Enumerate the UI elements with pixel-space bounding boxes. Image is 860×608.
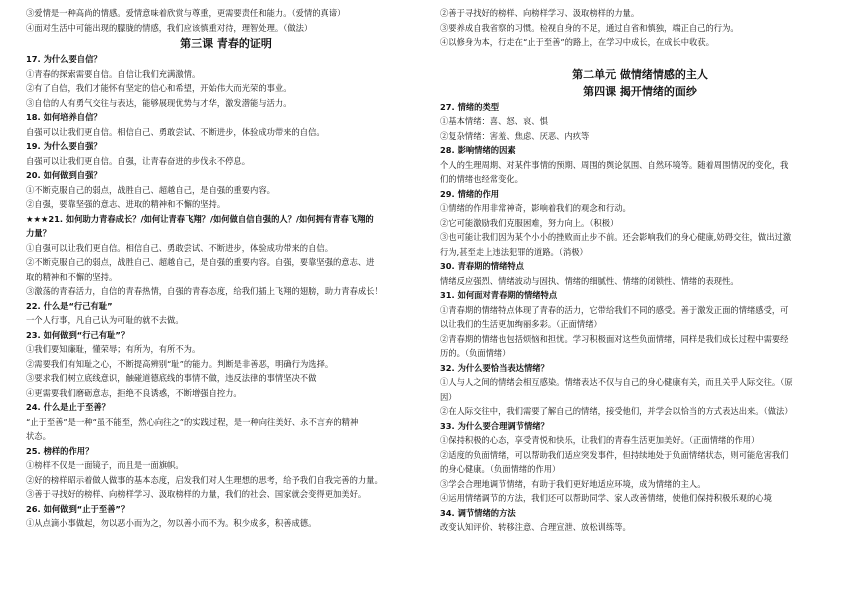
question-heading: 17. 为什么要自信？ bbox=[26, 54, 102, 64]
text-line: ③要养成自我省察的习惯。检视自身的不足，通过自省和慎独，端正自己的行为。 bbox=[440, 22, 739, 33]
text-line: ③要求我们树立底线意识，触碰道德底线的事情不做，违反法律的事情坚决不做 bbox=[26, 373, 317, 383]
question-heading: 18. 如何培养自信？ bbox=[26, 112, 102, 122]
question-heading: 33. 为什么要合理调节情绪？ bbox=[440, 420, 549, 431]
text-line: 因） bbox=[440, 391, 457, 402]
text-line: ①人与人之间的情绪会相互感染。情绪表达不仅与自己的身心健康有关，而且关乎人际交往。（原 bbox=[440, 377, 793, 387]
text-line: ①情绪的作用非常神奇，影响着我们的观念和行动。 bbox=[440, 203, 631, 213]
text-line: ④以修身为本，行走在“止于至善”的路上，在学习中成长，在成长中收获。 bbox=[440, 37, 714, 47]
text-line: ②青春期的情绪也包括烦恼和担忧。学习积极面对这些负面情绪，同样是我们成长过程中需要经 bbox=[440, 333, 789, 344]
text-line: ③激荡的青春活力，自信的青春热情，自强的青春态度，给我们插上飞翔的翅膀，助力青春成长！ bbox=[26, 286, 383, 296]
text-line: ②它可能激励我们克服困难，努力向上。（积极） bbox=[440, 217, 619, 228]
lesson-title: 第四课 揭开情绪的面纱 bbox=[583, 84, 697, 98]
text-line: ①不断克服自己的弱点，战胜自己、超越自己，是自强的重要内容。 bbox=[26, 184, 275, 195]
left-column bbox=[26, 6, 426, 531]
text-line: 一个人行事，凡自己认为可耻的就不去做。 bbox=[26, 315, 184, 325]
text-line: ③爱情是一种高尚的情感。爱情意味着欣赏与尊重，更需要责任和能力。（爱情的真谛） bbox=[26, 8, 346, 18]
text-line: ③也可能让我们因为某个小小的挫败而止步不前。还会影响我们的身心健康,妨碍交往，做出过激 bbox=[440, 232, 792, 242]
text-line: ①我们要知廉耻，懂荣辱；有所为，有所不为。 bbox=[26, 344, 201, 354]
right-body bbox=[440, 100, 840, 535]
question-heading: 31. 如何面对青春期的情绪特点 bbox=[440, 290, 558, 300]
text-line: 自强可以让我们更自信。自强，让青春奋进的步伐永不停息。 bbox=[26, 155, 251, 166]
spacer bbox=[440, 50, 840, 66]
question-heading: 27. 情绪的类型 bbox=[440, 101, 500, 112]
text-line: ①从点滴小事做起，勿以恶小而为之，勿以善小而不为。积少成多，积善成德。 bbox=[26, 518, 317, 528]
question-heading: 30. 青春期的情绪特点 bbox=[440, 261, 524, 271]
text-line: ②好的榜样昭示着做人做事的基本态度，启发我们对人生理想的思考，给予我们自我完善的力量。 bbox=[26, 474, 383, 485]
question-heading: ★★★21. 如何助力青春成长？/如何让青春飞翔？/如何做自信自强的人？/如何拥有青春飞翔的 bbox=[26, 213, 374, 224]
text-line: ④面对生活中可能出现的朦胧的情感，我们应该慎重对待，理智处理。（做法） bbox=[26, 22, 313, 33]
text-line: ②有了自信，我们才能怀有坚定的信心和希望，开始伟大而光荣的事业。 bbox=[26, 83, 292, 93]
right-column bbox=[440, 6, 840, 535]
text-line: ②适度的负面情绪，可以帮助我们适应突发事件，但持续地处于负面情绪状态，则可能危害我们 bbox=[440, 449, 789, 460]
text-line: ②不断克服自己的弱点，战胜自己、超越自己，是自强的重要内容。自强，要靠坚强的意志、进 bbox=[26, 257, 375, 267]
text-line: 以让我们的生活更加绚丽多彩。（正面情绪） bbox=[440, 319, 602, 329]
text-line: 历的。（负面情绪） bbox=[440, 348, 511, 358]
lesson-title: 第三课 青春的证明 bbox=[180, 37, 272, 50]
text-line: ①基本情绪：喜、怒、哀、惧 bbox=[440, 116, 548, 126]
question-heading: 34. 调节情绪的方法 bbox=[440, 507, 516, 518]
text-line: 自强可以让我们更自信。相信自己、勇敢尝试、不断进步，体验成功带来的自信。 bbox=[26, 126, 325, 137]
text-line: ②自强，要靠坚强的意志、进取的精神和不懈的坚持。 bbox=[26, 199, 226, 209]
question-heading: 力量？ bbox=[26, 228, 51, 238]
text-line: ②复杂情绪：害羞、焦虑、厌恶、内疚等 bbox=[440, 130, 590, 141]
left-body bbox=[26, 52, 426, 531]
text-line: ①青春的探索需要自信。自信让我们充满激情。 bbox=[26, 68, 201, 79]
text-line: ③善于寻找好的榜样、向榜样学习、汲取榜样的力量，我们的社会、国家就会变得更加美好。 bbox=[26, 489, 367, 499]
text-line: 的身心健康。（负面情绪的作用） bbox=[440, 464, 561, 474]
question-heading: 25. 榜样的作用？ bbox=[26, 445, 94, 456]
text-line: 状态。 bbox=[26, 431, 51, 441]
question-heading: 29. 情绪的作用 bbox=[440, 188, 500, 199]
text-line: ①保持积极的心态，享受青悦和快乐，让我们的青春生活更加美好。（正面情绪的作用） bbox=[440, 435, 760, 445]
text-line: ②需要我们有知耻之心，不断提高辨别“耻”的能力。判断是非善恶，明确行为选择。 bbox=[26, 358, 334, 369]
unit-title: 第二单元 做情绪情感的主人 bbox=[572, 67, 708, 81]
text-line: ①自强可以让我们更自信。相信自己、勇敢尝试、不断进步，体验成功带来的自信。 bbox=[26, 242, 333, 253]
question-heading: 22. 什么是“行己有耻” bbox=[26, 300, 113, 311]
text-line: ②善于寻找好的榜样、向榜样学习、汲取榜样的力量。 bbox=[440, 8, 640, 18]
text-line: “止于至善”是一种“虽不能至，然心向往之”的实践过程，是一种向往美好、永不言弃的精神 bbox=[26, 416, 359, 427]
text-line: ③自信的人有勇气交往与表达，能够展现优势与才华，激发潜能与活力。 bbox=[26, 97, 292, 108]
text-line: 们的情绪也经常变化。 bbox=[440, 174, 523, 184]
question-heading: 20. 如何做到自强？ bbox=[26, 170, 102, 180]
text-line: ③学会合理地调节情绪，有助于我们更好地适应环境，成为情绪的主人。 bbox=[440, 478, 706, 489]
question-heading: 28. 影响情绪的因素 bbox=[440, 145, 516, 155]
question-heading: 26. 如何做到“止于至善”？ bbox=[26, 503, 130, 514]
question-heading: 23. 如何做到“行己有耻”？ bbox=[26, 329, 130, 340]
text-line: ①青春期的情绪特点体现了青春的活力，它带给我们不同的感受。善于激发正面的情绪感受，可 bbox=[440, 304, 789, 315]
question-heading: 19. 为什么要自强？ bbox=[26, 141, 102, 151]
text-line: ④运用情绪调节的方法，我们还可以帮助同学、家人改善情绪，使他们保持积极乐观的心境 bbox=[440, 493, 772, 503]
text-line: 改变认知评价、转移注意、合理宣泄、放松训练等。 bbox=[440, 522, 631, 532]
text-line: ④更需要我们磨砺意志，拒绝不良诱惑，不断增强自控力。 bbox=[26, 387, 242, 398]
text-line: ①榜样不仅是一面镜子，而且是一面旗帜。 bbox=[26, 460, 184, 470]
text-line: 行为,甚至走上违法犯罪的道路。（消极） bbox=[440, 246, 588, 257]
question-heading: 32. 为什么要恰当表达情绪？ bbox=[440, 362, 549, 373]
text-line: 取的精神和不懈的坚持。 bbox=[26, 271, 118, 282]
question-heading: 24. 什么是止于至善？ bbox=[26, 402, 110, 412]
text-line: 个人的生理周期、对某件事情的预期、周围的舆论氛围、自然环境等。随着周围情况的变化，我 bbox=[440, 159, 789, 170]
text-line: ②在人际交往中，我们需要了解自己的情绪，接受他们，并学会以恰当的方式表达出来。（做法） bbox=[440, 406, 793, 416]
text-line: 情绪反应强烈、情绪波动与固执、情绪的细腻性、情绪的闭锁性、情绪的表现性。 bbox=[440, 275, 739, 286]
